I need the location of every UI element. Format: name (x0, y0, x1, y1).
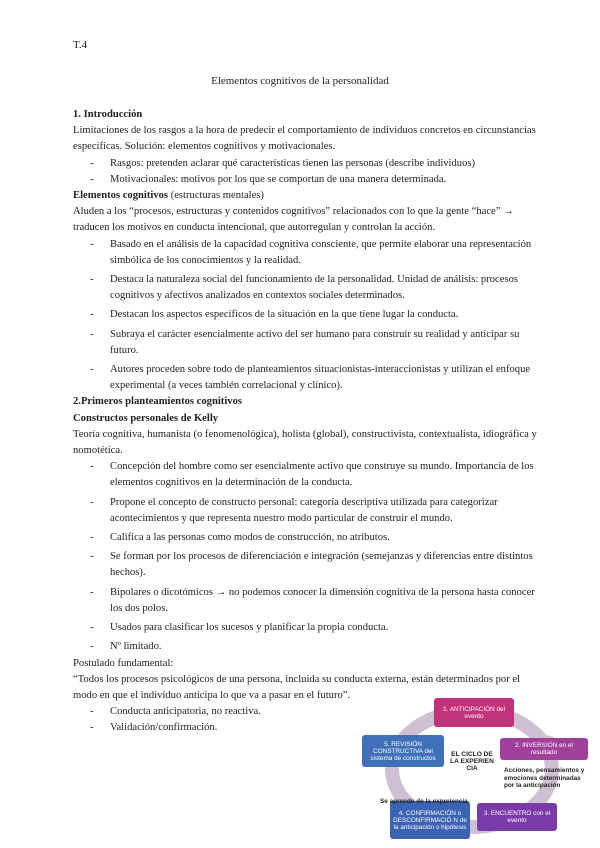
section-2-intro: Teoría cognitiva, humanista (o fenomenológica), holista (global), constructivista, contextualista, idiográfica y nomotética. (73, 428, 537, 457)
cycle-step-5: 5. REVISIÓN CONSTRUCTIVA del sistema de constructos (362, 735, 444, 767)
postulate-label: Postulado fundamental: (73, 657, 174, 669)
cognitive-elements-list (73, 237, 545, 395)
list-item: - Autores proceden sobre todo de planteamientos situacionistas-interaccionistas y utilizan el enfoque experimental (a veces también correlacional y clínico). (73, 362, 545, 394)
list-item: - Rasgos: pretenden aclarar qué características tienen las personas (describe individuos) (73, 156, 545, 172)
cycle-note-actions: Acciones, pensamientos y emociones determinadas por la anticipación (504, 767, 585, 790)
document-tag: T.4 (73, 39, 88, 51)
kelly-list (73, 459, 545, 655)
cycle-step-2: 2. INVERSIÓN en el resultado (500, 738, 588, 760)
list-item: - Subraya el carácter esencialmente activo del ser humano para construir su realidad y anticipar su futuro. (73, 327, 545, 359)
kelly-heading: Constructos personales de Kelly (73, 412, 219, 424)
page-title: Elementos cognitivos de la personalidad (211, 75, 389, 87)
list-item: - Bipolares o dicotómicos → no podemos conocer la dimensión cognitiva de la persona hasta conocer los dos polos. (73, 585, 545, 617)
list-item: - Destaca la naturaleza social del funcionamiento de la personalidad. Unidad de análisis: procesos cognitivos y afectivos analizados en contextos sociales determinados. (73, 272, 545, 304)
section-1-intro: Limitaciones de los rasgos a la hora de predecir el comportamiento de individuos concretos en circunstancias específicas. Solución: elementos cognitivos y motivacionales. (73, 125, 536, 153)
list-item: - Concepción del hombre como ser esencialmente activo que construye su mundo. Importancia de los elementos cognitivos en la determinación de la conducta. (73, 459, 545, 491)
list-item: - Validación/confirmación. (73, 720, 545, 736)
list-item: - Conducta anticipatoria, no reactiva. (73, 704, 545, 720)
list-item: - Basado en el análisis de la capacidad cognitiva consciente, que permite elaborar una representación simbólica de los conocimientos y la realidad. (73, 237, 545, 269)
section-1-heading: 1. Introducción (73, 109, 143, 120)
list-item: - Nº limitado. (73, 639, 545, 655)
document-body (73, 107, 545, 737)
cognitive-elements-heading (73, 188, 545, 204)
list-item: - Califica a las personas como modos de construcción, no atributos. (73, 530, 545, 546)
section-2-heading: 2.Primeros planteamientos cognitivos (73, 396, 242, 408)
cycle-center-label: EL CICLO DE LA EXPERIEN CIA (450, 751, 494, 773)
cycle-note-learning: Se aprende de la experiencia (380, 798, 468, 805)
list-item: - Motivacionales: motivos por los que se comportan de una manera determinada. (73, 172, 545, 188)
cycle-step-3: 3. ENCUENTRO con el evento (477, 803, 557, 831)
list-item: - Usados para clasificar los sucesos y planificar la propia conducta. (73, 620, 545, 636)
postulate-text: “Todos los procesos psicológicos de una persona, incluida su conducta externa, están determinados por el modo en que el individuo anticipa lo que va a pasar en el futuro”. (73, 673, 521, 701)
cognitive-elements-note: (estructuras mentales) (168, 190, 264, 202)
cognitive-elements-title: Elementos cognitivos (73, 190, 169, 202)
experience-cycle-diagram (360, 693, 592, 841)
list-item: - Propone el concepto de constructo personal: categoría descriptiva utilizada para categorizar acontecimientos y que representa nuestro modo particular de construir el mundo. (73, 495, 545, 527)
list-item: - Se forman por los procesos de diferenciación e integración (semejanzas y diferencias entre distintos hechos). (73, 549, 545, 581)
list-item: - Destacan los aspectos específicos de la situación en la que tiene lugar la conducta. (73, 307, 545, 323)
section-1-list (73, 156, 545, 188)
cognitive-elements-intro: Aluden a los “procesos, estructuras y contenidos cognitivos” relacionados con lo que la gente “hace” → traducen los motivos en conducta intencional, que autorregulan y controlan la acción. (73, 206, 514, 234)
cycle-step-4: 4. CONFIRMACIÓN o DESCONFIRMACIÓ N de la anticipación o hipótesis (390, 801, 470, 839)
cycle-step-1: 1. ANTICIPACIÓN del evento (434, 698, 514, 727)
